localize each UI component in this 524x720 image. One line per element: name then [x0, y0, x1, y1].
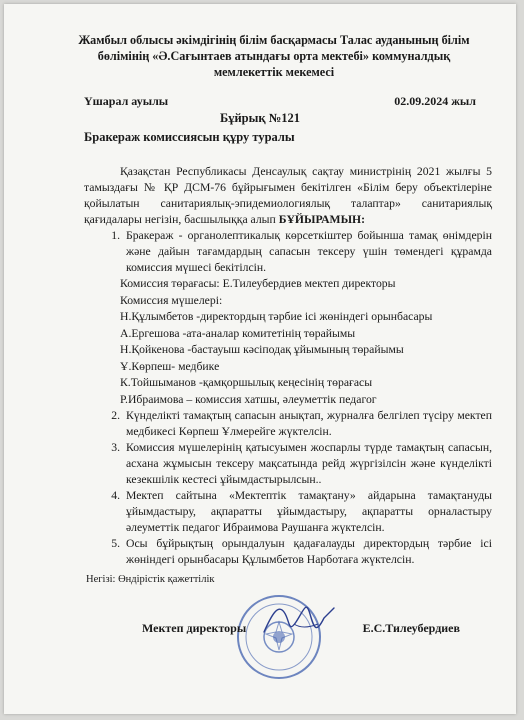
- basis-note: Негізі: Өндірістік қажеттілік: [86, 574, 215, 585]
- signatory-name: Е.С.Тилеубердиев: [362, 621, 460, 635]
- item-number: 3.: [111, 441, 120, 454]
- signatory-position: Мектеп директоры: [142, 621, 247, 635]
- intro-text: Қазақстан Республикасы Денсаулық сақтау министрінің 2021 жылғы 5 тамыздағы № ҚР ДСМ-76 бұйрығымен бекітілген «Білім беру объектілеріне қойылатын санитариялық-эпидемиологиялық талаптар» санитариялық қағидалары негізін, басшылыққа алып: [84, 165, 492, 226]
- order-item-3: [84, 440, 492, 488]
- item-text: Мектеп сайтына «Мектептік тамақтану» айдарына тамақтануды ұйымдастыру, ақпаратты ұйымдастыру, ақпаратты орналастыру әлеуметтік педагог Ибраимова Раушанға жүктелсін.: [126, 489, 492, 534]
- item-text: Осы бұйрықтың орындалуын қадағалауды директордың тәрбие ісі жөніндегі орынбасары Құлымбетов Нарботаға жүктелсін.: [126, 537, 492, 566]
- item-number: 1.: [111, 229, 120, 242]
- member-line: Н.Құлымбетов -директордың тәрбие ісі жөніндегі орынбасары: [120, 310, 433, 323]
- order-item-4: [84, 488, 492, 536]
- order-item-2: [84, 408, 492, 440]
- order-keyword: БҰЙЫРАМЫН:: [278, 213, 366, 226]
- member-line: Ұ.Көрпеш- медбике: [120, 359, 220, 373]
- intro-paragraph: [84, 164, 492, 228]
- item-text: Күнделікті тамақтың сапасын анықтап, журналға белгілеп түсіру мектеп медбикесі Көрпеш Ұлмерейге жүктелсін.: [126, 409, 492, 438]
- item-number: 5.: [111, 537, 120, 550]
- header-line-1: Жамбыл облысы әкімдігінің білім басқармасы Талас ауданының білім: [78, 33, 470, 47]
- header-line-3: мемлекеттік мекемесі: [213, 65, 335, 79]
- member-line: Комиссия төрағасы: Е.Тилеубердиев мектеп директоры: [120, 277, 396, 290]
- member-line: К.Тойшыманов -қамқоршылық кеңесінің төрағасы: [120, 376, 373, 389]
- member-line: Комиссия мүшелері:: [120, 293, 223, 307]
- order-item-5: [84, 536, 492, 568]
- document-page: [4, 4, 516, 714]
- item-number: 4.: [111, 489, 120, 502]
- header-line-2: бөлімінің «Ә.Сағынтаев атындағы орта мектебі» коммуналдық: [97, 49, 451, 63]
- document-header: [74, 32, 474, 80]
- member-line: А.Ергешова -ата-аналар комитетінің төрайымы: [120, 326, 356, 340]
- handwritten-signature-icon: [254, 594, 344, 644]
- document-place: Үшарал ауылы: [84, 94, 169, 108]
- item-text: Комиссия мүшелерінің қатысуымен жоспарлы түрде тамақтың сапасын, асхана жұмысын тексеру мақсатында рейд жүргізілсін және күнделікті кезекшілік кестесі ұйымдастырылсын..: [126, 441, 492, 486]
- member-line: Н.Қойкенова -бастауыш кәсіподақ ұйымының төрайымы: [120, 343, 404, 356]
- member-line: Р.Ибраимова – комиссия хатшы, әлеуметтік педагог: [120, 392, 377, 406]
- document-date: 02.09.2024 жыл: [394, 94, 476, 108]
- order-item-1: [84, 228, 492, 276]
- commission-members: [120, 276, 492, 408]
- document-body: [84, 164, 492, 568]
- order-subject: Бракераж комиссиясын құру туралы: [84, 130, 295, 144]
- item-number: 2.: [111, 409, 120, 422]
- item-text: Бракераж - органолептикалық көрсеткіштер бойынша тамақ өнімдерін және дайын тағамдардың сапасын тексеру үшін төмендегі құрамда комиссия мүшесі бекітілсін.: [126, 229, 492, 274]
- order-title: Бұйрық №121: [219, 111, 301, 125]
